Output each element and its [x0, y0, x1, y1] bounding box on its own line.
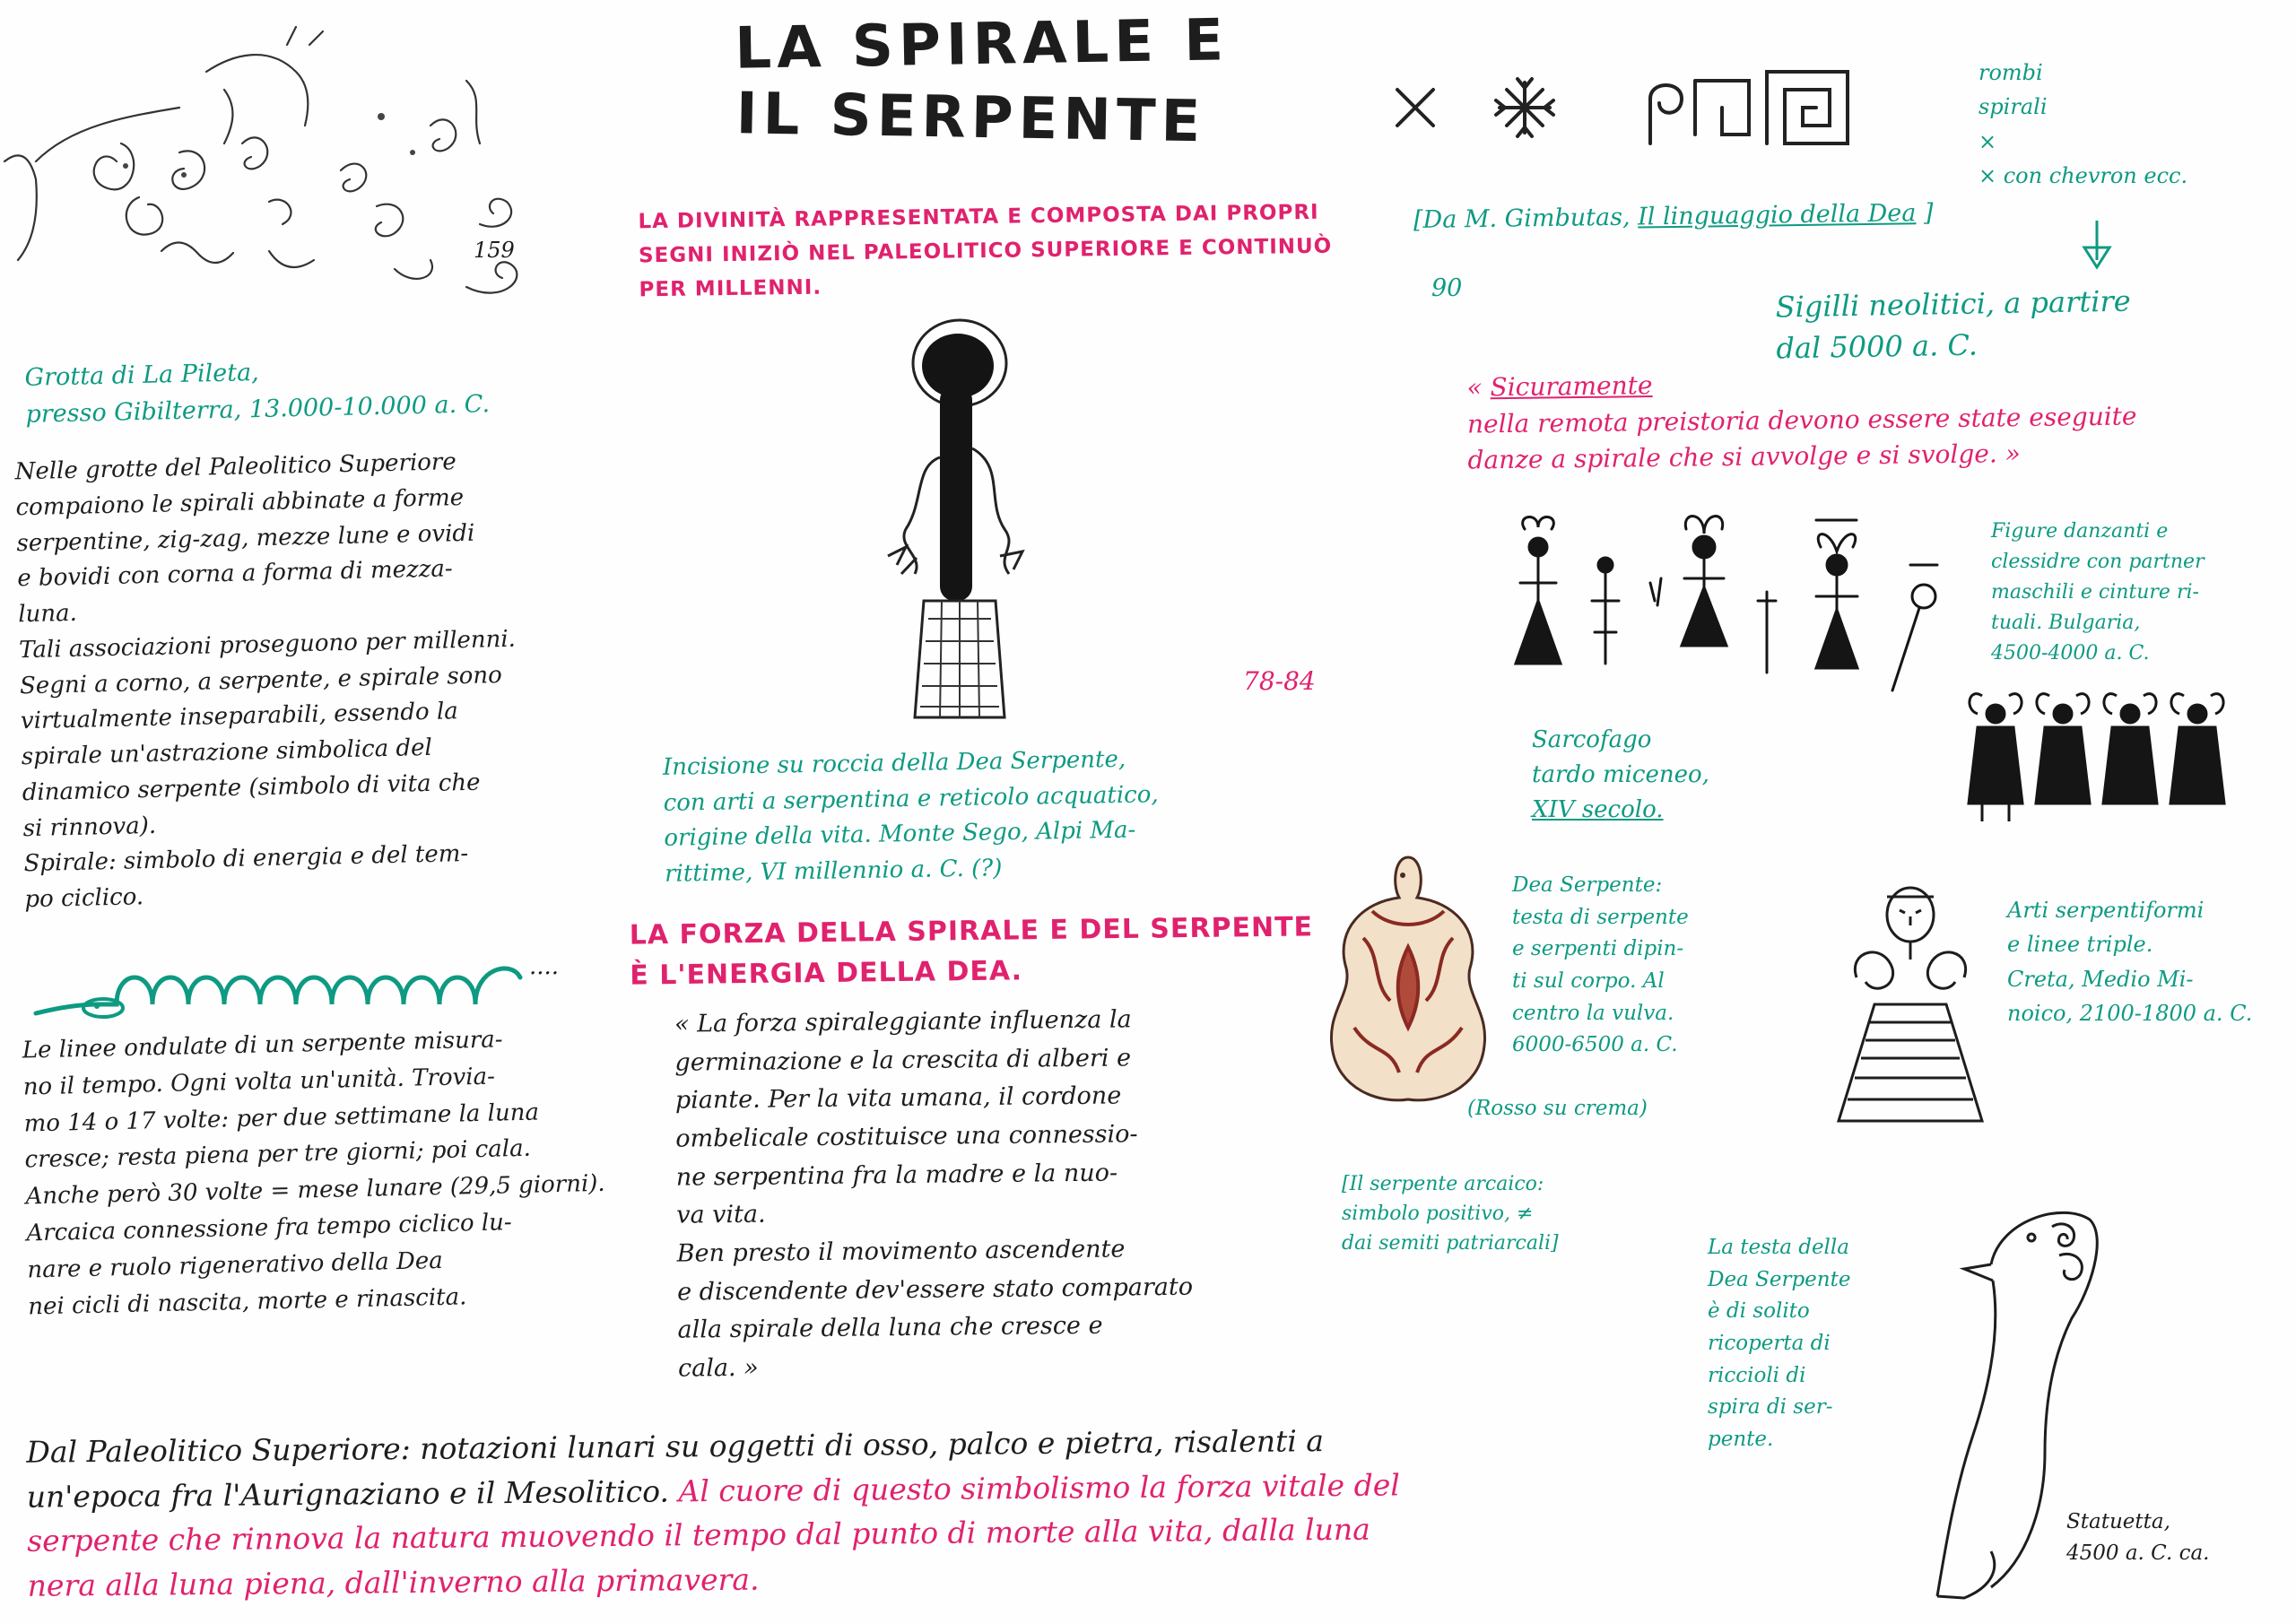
serpent-wave-drawing: [18, 915, 556, 1031]
title-line-1: LA SPIRALE E: [734, 7, 1230, 83]
archaic-serpent-note: [Il serpente arcaico: simbolo positivo, ≠ dai semiti patriarcali]: [1342, 1173, 1559, 1255]
red-on-cream-note: (Rosso su crema): [1467, 1097, 1648, 1120]
left-body-text: Nelle grotte del Paleolitico Superiore compaiono le spirali abbinate a forme serpentine, zig-zag, mezze lune e ovidi e bovidi con corna a forma di mezza- luna. Tali associazioni proseguono per millenni. Segni a corno, a serpente, e spirale sono virtualmente inseparabili, essendo la spirale un'astrazione simbolica del dinamico serpente (simbolo di vita che si rinnova). Spirale: simbolo di energia e del tem- po ciclico.: [14, 448, 517, 914]
meander-spiral-symbol: [1767, 72, 1848, 143]
source-number: 90: [1431, 274, 1463, 302]
serpent-goddess-figurine: [1309, 848, 1507, 1108]
page-title: [735, 4, 1231, 159]
cave-drawing: [0, 18, 538, 323]
title-line-2: IL SERPENTE: [735, 81, 1206, 156]
engraving-caption: Incisione su roccia della Dea Serpente, con arti a serpentina e reticolo acquatico, origine della vita. Monte Sego, Alpi Ma- rittime, VI millennio a. C. (?): [662, 745, 1159, 888]
wave-dots: ....: [529, 953, 560, 980]
cave-number: 159: [474, 238, 515, 263]
neolithic-symbols-row: [1381, 54, 1937, 161]
crete-figure-drawing: [1812, 879, 2009, 1139]
center-quote: « La forza spiraleggiante influenza la germinazione e la crescita di alberi e piante. Per la vita umana, il cordone ombelicale costituisce una connessio- ne serpentina fra la madre e la nuo- va vita. Ben presto il movimento ascendente e discendente dev'essere stato comparato alla spirale della luna che cresce e cala. »: [674, 1005, 1194, 1383]
down-arrow-icon: [2079, 219, 2115, 273]
serpent-head-caption: La testa della Dea Serpente è di solito ricoperta di riccioli di spira di ser- pente.: [1708, 1236, 1851, 1451]
serpent-goddess-caption: Dea Serpente: testa di serpente e serpenti dipin- ti sul corpo. Al centro la vulva. 6000-6500 a. C.: [1512, 873, 1689, 1057]
center-intro: LA DIVINITÀ RAPPRESENTATA E COMPOSTA DAI PROPRI SEGNI INIZIÒ NEL PALEOLITICO SUPERIORE E CONTINUÒ PER MILLENNI.: [638, 200, 1333, 302]
sarcophagus-caption: Sarcofago tardo miceneo, XIV secolo.: [1532, 726, 1709, 823]
cave-caption: Grotta di La Pileta, presso Gibilterra, 13.000-10.000 a. C.: [24, 358, 491, 429]
left-body-text-2: Le linee ondulate di un serpente misura- no il tempo. Ogni volta un'unità. Trovia- mo 14 o 17 volte: per due settimane la luna cresce; resta piena per tre giorni; poi cala. Anche però 30 volte = mese lunare (29,5 giorni). Arcaica connessione fra tempo ciclico lu- nare e ruolo rigenerativo della Dea nei cicli di nascita, morte e rinascita.: [22, 1026, 605, 1321]
figure-number: 78-84: [1243, 666, 1316, 696]
force-heading: LA FORZA DELLA SPIRALE E DEL SERPENTE È L'ENERGIA DELLA DEA.: [629, 911, 1314, 992]
source-citation: [Da M. Gimbutas, Il linguaggio della Dea ]: [1413, 198, 1934, 235]
statuette-caption: Statuetta, 4500 a. C. ca.: [2066, 1510, 2210, 1565]
spiral-dance-quote: « Sicuramente nella remota preistoria devono essere state eseguite danze a spirale che si avvolge e si svolge. »: [1466, 370, 2137, 475]
crete-caption: Arti serpentiformi e linee triple. Creta, Medio Mi- noico, 2100-1800 a. C.: [2007, 898, 2253, 1027]
dancers-caption: Figure danzanti e clessidre con partner maschili e cinture ri- tuali. Bulgaria, 4500-4000 a. C.: [1991, 520, 2205, 665]
bottom-paragraph: Dal Paleolitico Superiore: notazioni lunari su oggetti di osso, palco e pietra, risalenti a un'epoca fra l'Aurignaziano e il Mesolitico. Al cuore di questo simbolismo la forza vitale del serpente che rinnova la natura muovendo il tempo dal punto di morte alla vita, dalla luna nera alla luna piena, dall'inverno alla primavera.: [26, 1423, 1400, 1603]
x-symbol: [1397, 90, 1433, 126]
symbols-label: rombi spirali × × con chevron ecc.: [1979, 60, 2188, 189]
spiral-hook-symbol: [1650, 85, 1682, 143]
sarcophagus-dancers-drawing: [1937, 687, 2296, 830]
seals-caption: Sigilli neolitici, a partire dal 5000 a. C.: [1775, 283, 2131, 366]
rock-engraving-drawing: [852, 323, 1085, 744]
dancing-figures-drawing: [1498, 511, 1964, 708]
